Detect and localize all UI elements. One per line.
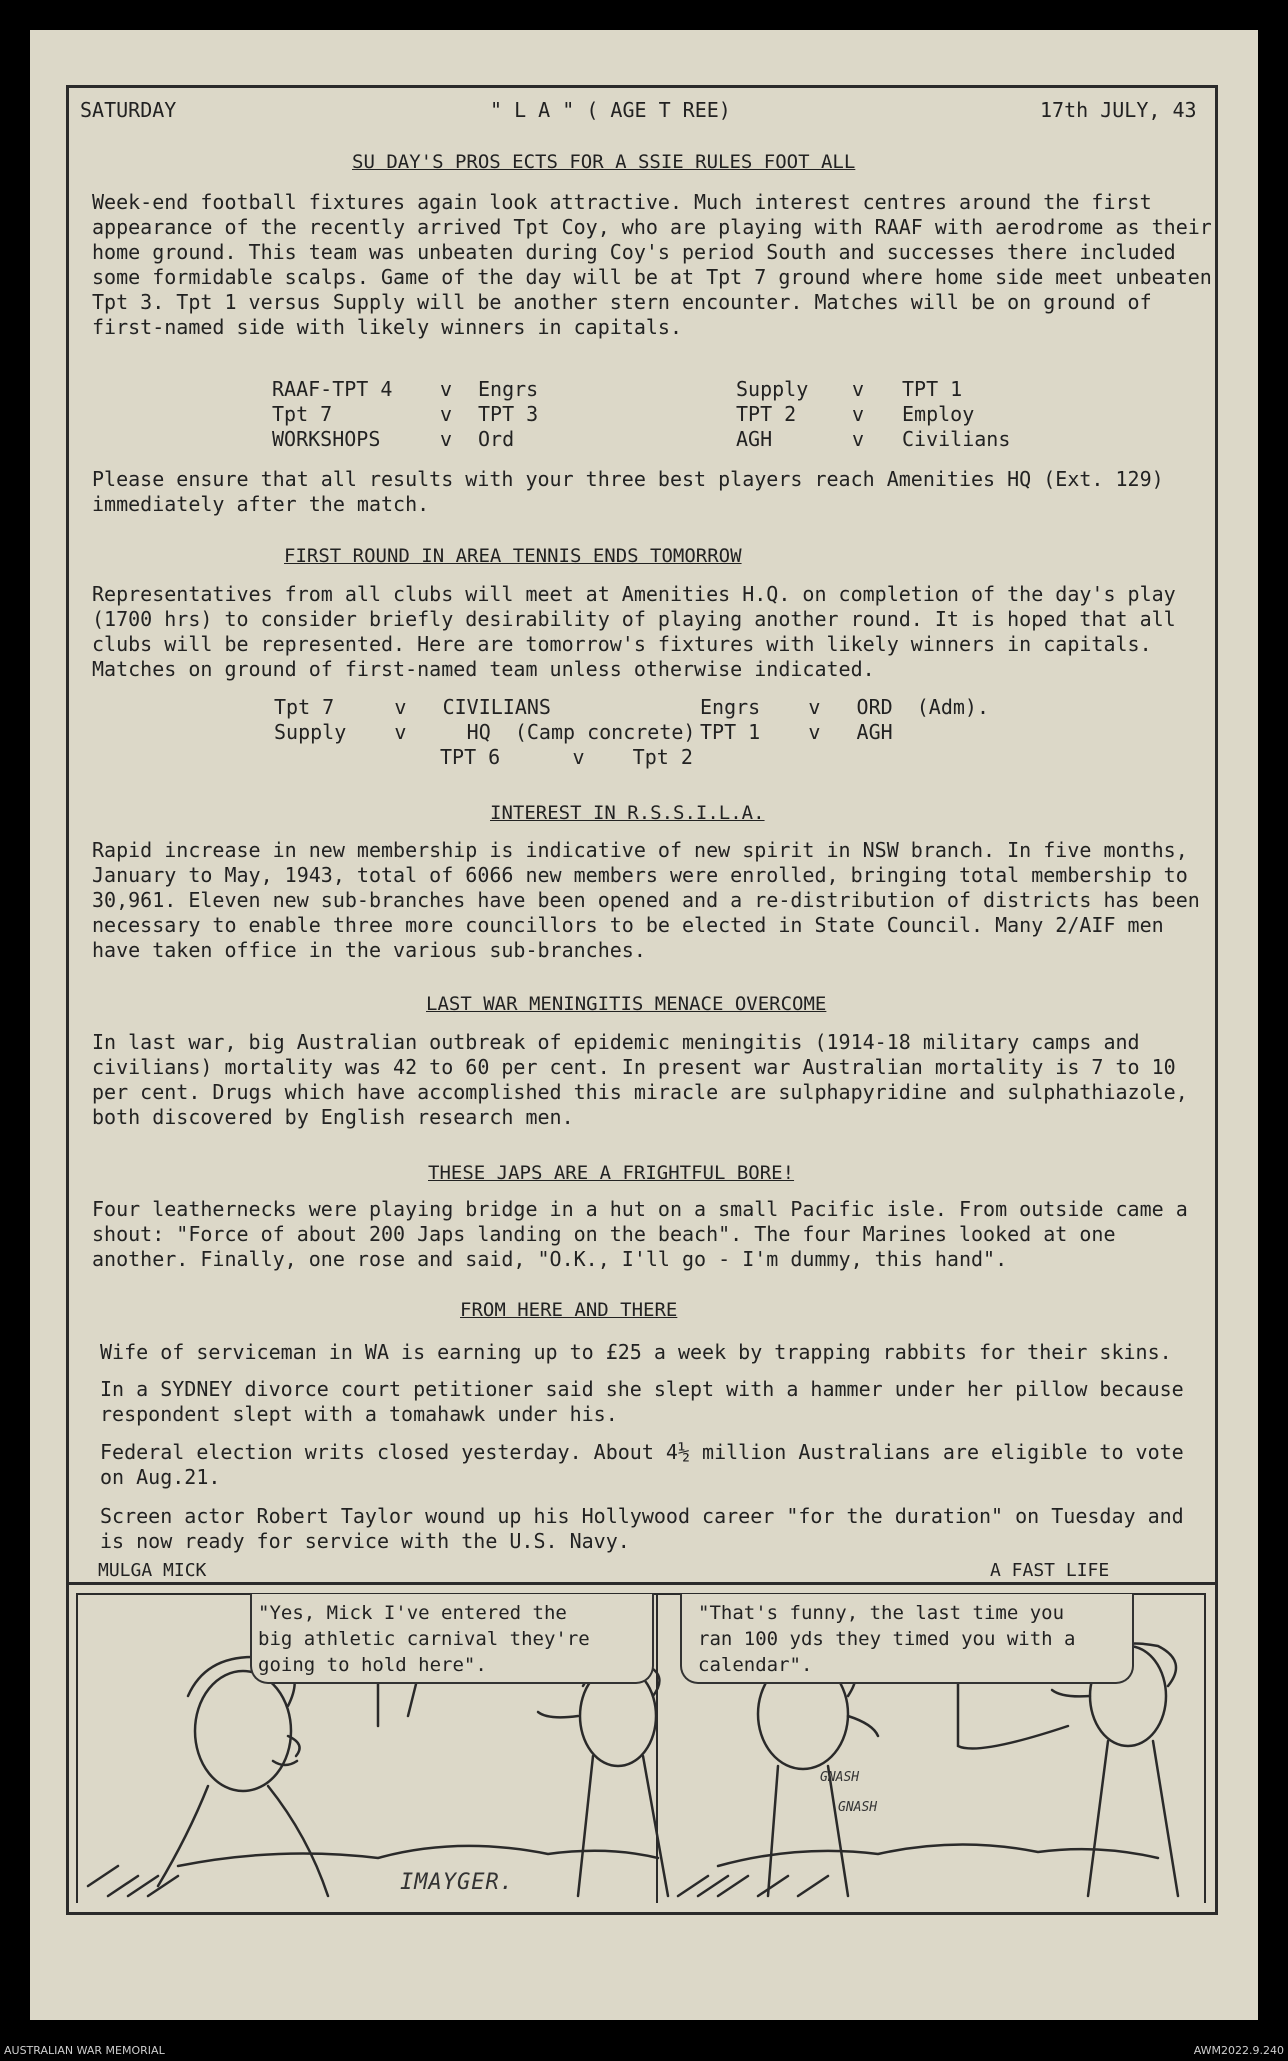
here-paragraph-3: Federal election writs closed yesterday. About 4½ million Australians are eligible to vote on Aug.21. bbox=[100, 1440, 1184, 1489]
tennis-fixture-1: Tpt 7 v CIVILIANS bbox=[274, 695, 551, 719]
football-body: Week-end football fixtures again look attractive. Much interest centres around the first appearance of the recently arrived Tpt Coy, who are playing with RAAF with aerodrome as their home ground. This team was unbeaten during Coy's period South and successes there included some formidable scalps. Game of the day will be at Tpt 7 ground where home side meet unbeaten Tpt 3. Tpt 1 versus Supply will be another stern encounter. Matches will be on ground of first-named side with likely winners in capitals. bbox=[92, 190, 1212, 339]
tennis-fixture-5: TPT 6 v Tpt 2 bbox=[440, 745, 693, 769]
fixture-right-2-b: Employ bbox=[902, 402, 975, 426]
fixture-left-1-a: RAAF-TPT 4 bbox=[272, 377, 393, 401]
fixture-right-1-v: v bbox=[852, 377, 865, 401]
cartoon-left-title: MULGA MICK bbox=[98, 1560, 207, 1581]
cartoon-top-rule bbox=[66, 1582, 1218, 1585]
football-heading: SU DAY'S PROS ECTS FOR A SSIE RULES FOOT ALL bbox=[352, 151, 856, 173]
speech-bubble-right-text: "That's funny, the last time you ran 100 yds they timed you with a calendar". bbox=[698, 1602, 1076, 1676]
artist-signature: IMAYGER. bbox=[400, 1870, 514, 1895]
cartoon-panel-right bbox=[1204, 1593, 1206, 1903]
header-title: " L A " ( AGE T REE) bbox=[490, 98, 731, 122]
tennis-fixture-2: Engrs v ORD (Adm). bbox=[700, 695, 989, 719]
fixture-left-3-b: Ord bbox=[478, 427, 515, 451]
tennis-heading: FIRST ROUND IN AREA TENNIS ENDS TOMORROW bbox=[284, 545, 742, 567]
tennis-fixture-4: TPT 1 v AGH bbox=[700, 720, 893, 744]
fixture-right-1-a: Supply bbox=[736, 377, 809, 401]
sound-effect-2: GNASH bbox=[838, 1800, 878, 1815]
football-closing: Please ensure that all results with your three best players reach Amenities HQ (Ext. 129) immediately after the match. bbox=[92, 467, 1164, 516]
fixture-right-2-v: v bbox=[852, 402, 865, 426]
header-date: 17th JULY, 43 bbox=[1040, 98, 1197, 122]
sound-effect-1: GNASH bbox=[820, 1770, 860, 1785]
tennis-fixture-3: Supply v HQ (Camp concrete) bbox=[274, 720, 696, 744]
header-day: SATURDAY bbox=[80, 98, 177, 122]
fixture-left-3-v: v bbox=[440, 427, 453, 451]
fixture-right-3-b: Civilians bbox=[902, 427, 1011, 451]
rssila-heading: INTEREST IN R.S.S.I.L.A. bbox=[490, 802, 765, 824]
fixture-left-2-v: v bbox=[440, 402, 453, 426]
footer-left: AUSTRALIAN WAR MEMORIAL bbox=[4, 2044, 165, 2057]
japs-heading: THESE JAPS ARE A FRIGHTFUL BORE! bbox=[428, 1162, 795, 1184]
meningitis-body: In last war, big Australian outbreak of epidemic meningitis (1914-18 military camps and civilians) mortality was 42 to 60 per cent. In present war Australian mortality is 7 to 10 per cent. Drugs which have accomplished this miracle are sulphapyridine and sulphathiazole, both discovered by English research men. bbox=[92, 1030, 1188, 1129]
here-heading: FROM HERE AND THERE bbox=[460, 1299, 678, 1321]
fixture-left-3-a: WORKSHOPS bbox=[272, 427, 381, 451]
tennis-body: Representatives from all clubs will meet at Amenities H.Q. on completion of the day's play (1700 hrs) to consider briefly desirability of playing another round. It is hoped that all clubs will be represented. Here are tomorrow's fixtures with likely winners in capitals. Matches on ground of first-named team unless otherwise indicated. bbox=[92, 582, 1176, 681]
cartoon-right-title: A FAST LIFE bbox=[990, 1560, 1110, 1581]
here-paragraph-2: In a SYDNEY divorce court petitioner said she slept with a hammer under her pillow because respondent slept with a tomahawk under his. bbox=[100, 1377, 1184, 1426]
here-paragraph-1: Wife of serviceman in WA is earning up to £25 a week by trapping rabbits for their skins. bbox=[100, 1340, 1172, 1364]
fixture-left-2-a: Tpt 7 bbox=[272, 402, 333, 426]
fixture-left-1-b: Engrs bbox=[478, 377, 539, 401]
japs-body: Four leathernecks were playing bridge in a hut on a small Pacific isle. From outside came a shout: "Force of about 200 Japs landing on the beach". The four Marines looked at one another. Finally, one rose and said, "O.K., I'll go - I'm dummy, this hand". bbox=[92, 1197, 1188, 1271]
fixture-right-3-v: v bbox=[852, 427, 865, 451]
fixture-right-2-a: TPT 2 bbox=[736, 402, 797, 426]
speech-bubble-left-text: "Yes, Mick I've entered the big athletic carnival they're going to hold here". bbox=[258, 1602, 590, 1676]
footer-right: AWM2022.9.240 bbox=[1193, 2044, 1284, 2057]
fixture-left-1-v: v bbox=[440, 377, 453, 401]
here-paragraph-4: Screen actor Robert Taylor wound up his Hollywood career "for the duration" on Tuesday and is now ready for service with the U.S. Navy. bbox=[100, 1504, 1184, 1553]
fixture-right-3-a: AGH bbox=[736, 427, 773, 451]
fixture-left-2-b: TPT 3 bbox=[478, 402, 539, 426]
rssila-body: Rapid increase in new membership is indicative of new spirit in NSW branch. In five months, January to May, 1943, total of 6066 new members were enrolled, bringing total membership to 30,961. Eleven new sub-branches have been opened and a re-distribution of districts has been necessary to enable three more councillors to be elected in State Council. Many 2/AIF men have taken office in the various sub-branches. bbox=[92, 838, 1200, 962]
fixture-right-1-b: TPT 1 bbox=[902, 377, 963, 401]
meningitis-heading: LAST WAR MENINGITIS MENACE OVERCOME bbox=[426, 993, 827, 1015]
